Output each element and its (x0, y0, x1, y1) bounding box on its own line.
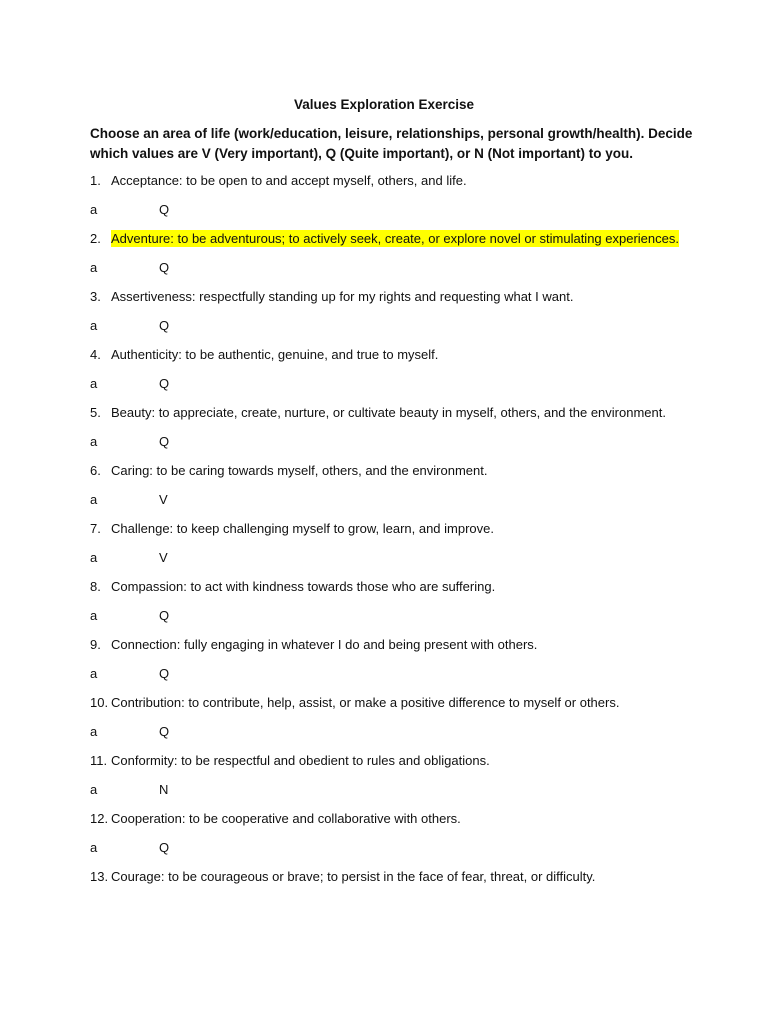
value-item (90, 750, 730, 808)
answer-rating: Q (159, 608, 170, 623)
answer-row (90, 607, 169, 625)
answer-label: a (90, 202, 98, 217)
value-item-number: 7. (90, 521, 101, 536)
value-item-number: 6. (90, 463, 101, 478)
value-item-text: Beauty: to appreciate, create, nurture, or cultivate beauty in myself, others, and the environment. (111, 405, 666, 420)
answer-row (90, 781, 168, 799)
value-item-line (90, 288, 573, 306)
instructions-line: which values are V (Very important), Q (Quite important), or N (Not important) to you. (90, 145, 634, 161)
answer-label: a (90, 492, 98, 507)
answer-label: a (90, 434, 98, 449)
value-item-line (90, 462, 487, 480)
answer-label: a (90, 782, 98, 797)
answer-row (90, 375, 169, 393)
answer-rating: Q (159, 434, 170, 449)
value-item (90, 170, 730, 228)
value-item (90, 866, 730, 924)
value-item-number: 1. (90, 173, 101, 188)
value-item-text: Authenticity: to be authentic, genuine, and true to myself. (111, 347, 439, 362)
answer-rating: Q (159, 260, 170, 275)
answer-rating: V (159, 492, 168, 507)
value-item-line (90, 172, 467, 190)
value-item-number: 12. (90, 811, 109, 826)
value-item-text: Compassion: to act with kindness towards those who are suffering. (111, 579, 496, 594)
answer-rating: Q (159, 202, 170, 217)
value-item-line (90, 578, 495, 596)
value-item-line (90, 810, 461, 828)
value-item-number: 8. (90, 579, 101, 594)
value-item-text: Acceptance: to be open to and accept myself, others, and life. (111, 173, 467, 188)
value-item-line (90, 230, 679, 248)
instructions-paragraph (90, 124, 693, 163)
answer-row (90, 665, 169, 683)
value-item (90, 634, 730, 692)
value-item-line (90, 752, 490, 770)
value-item-line (90, 520, 494, 538)
answer-rating: Q (159, 724, 170, 739)
answer-label: a (90, 376, 98, 391)
instructions-line: Choose an area of life (work/education, leisure, relationships, personal growth/health). Decide (90, 126, 693, 141)
value-item (90, 518, 730, 576)
value-item (90, 402, 730, 460)
value-item (90, 808, 730, 866)
answer-row (90, 723, 169, 741)
answer-rating: Q (159, 840, 170, 855)
value-item (90, 460, 730, 518)
answer-row (90, 201, 169, 219)
answer-rating: Q (159, 666, 170, 681)
value-item-text: Assertiveness: respectfully standing up for my rights and requesting what I want. (111, 289, 574, 304)
value-item-number: 13. (90, 869, 109, 884)
answer-row (90, 549, 168, 567)
value-item-text-highlighted: Adventure: to be adventurous; to actively seek, create, or explore novel or stimulating experiences. (111, 231, 679, 246)
value-item-number: 3. (90, 289, 101, 304)
answer-row (90, 491, 168, 509)
answer-label: a (90, 550, 98, 565)
answer-row (90, 317, 169, 335)
value-item (90, 286, 730, 344)
value-item-number: 4. (90, 347, 101, 362)
value-item-number: 2. (90, 231, 101, 246)
value-item-number: 5. (90, 405, 101, 420)
answer-rating: N (159, 782, 169, 797)
answer-label: a (90, 608, 98, 623)
answer-rating: Q (159, 318, 170, 333)
value-item-line (90, 404, 666, 422)
answer-label: a (90, 318, 98, 333)
answer-rating: V (159, 550, 168, 565)
value-item (90, 692, 730, 750)
value-item (90, 576, 730, 634)
answer-label: a (90, 666, 98, 681)
value-item-text: Caring: to be caring towards myself, others, and the environment. (111, 463, 488, 478)
answer-label: a (90, 260, 98, 275)
value-item (90, 228, 730, 286)
value-item-text: Connection: fully engaging in whatever I do and being present with others. (111, 637, 538, 652)
answer-row (90, 259, 169, 277)
values-list (90, 170, 730, 924)
value-item-line (90, 346, 438, 364)
value-item-number: 10. (90, 695, 109, 710)
answer-rating: Q (159, 376, 170, 391)
value-item-text: Contribution: to contribute, help, assist, or make a positive difference to myself or others. (111, 695, 620, 710)
answer-label: a (90, 724, 98, 739)
answer-row (90, 433, 169, 451)
answer-row (90, 839, 169, 857)
answer-label: a (90, 840, 98, 855)
document-title: Values Exploration Exercise (293, 97, 475, 112)
value-item (90, 344, 730, 402)
value-item-text: Cooperation: to be cooperative and collaborative with others. (111, 811, 461, 826)
value-item-line (90, 868, 595, 886)
value-item-number: 9. (90, 637, 101, 652)
value-item-number: 11. (90, 753, 108, 768)
value-item-text: Challenge: to keep challenging myself to grow, learn, and improve. (111, 521, 494, 536)
value-item-line (90, 694, 619, 712)
value-item-line (90, 636, 537, 654)
value-item-text: Conformity: to be respectful and obedient to rules and obligations. (111, 753, 490, 768)
value-item-text: Courage: to be courageous or brave; to persist in the face of fear, threat, or difficulty. (111, 869, 596, 884)
